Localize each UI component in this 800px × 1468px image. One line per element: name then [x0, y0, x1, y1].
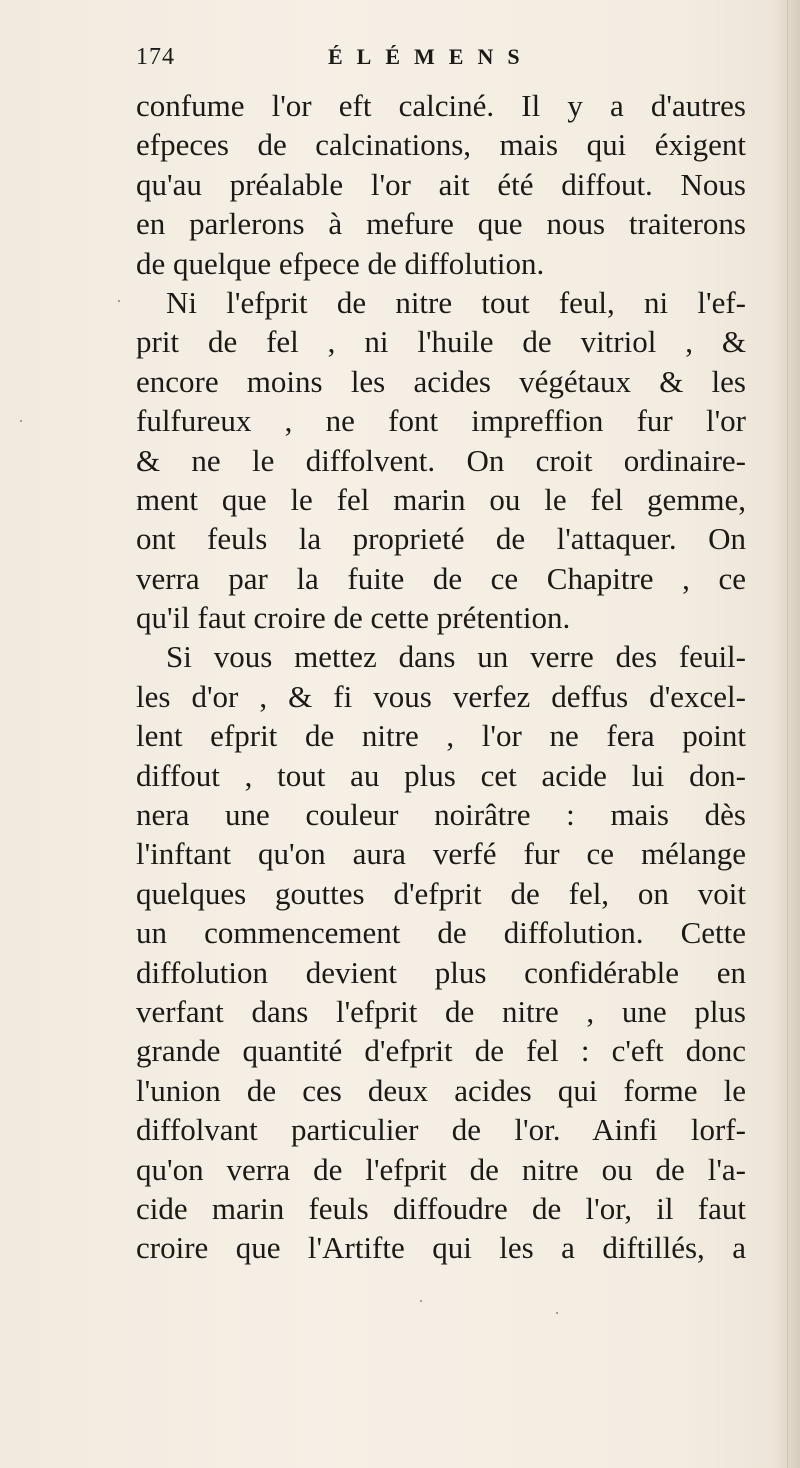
- text-line: diffout , tout au plus cet acide lui don-: [136, 757, 746, 793]
- body-text: [136, 86, 746, 1268]
- running-title: ÉLÉMENS: [328, 44, 534, 69]
- text-line: qu'au préalable l'or ait été diffout. Nous: [136, 166, 746, 202]
- page-edge-line: [787, 0, 788, 1468]
- text-line: verra par la fuite de ce Chapitre , ce: [136, 560, 746, 596]
- text-line: encore moins les acides végétaux & les: [136, 363, 746, 399]
- text-line: verfant dans l'efprit de nitre , une plus: [136, 993, 746, 1029]
- text-line: Ni l'efprit de nitre tout feul, ni l'ef-: [166, 284, 746, 320]
- text-line: quelques gouttes d'efprit de fel, on voit: [136, 875, 746, 911]
- text-line: lent efprit de nitre , l'or ne fera point: [136, 718, 746, 754]
- text-line: Si vous mettez dans un verre des feuil-: [166, 639, 746, 675]
- text-line: les d'or , & fi vous verfez deffus d'excel-: [136, 678, 746, 714]
- text-line: de quelque efpece de diffolution.: [136, 245, 545, 281]
- paper-speck: [118, 300, 120, 302]
- text-line: qu'il faut croire de cette prétention.: [136, 600, 571, 636]
- paper-speck: [420, 1300, 422, 1302]
- text-line: grande quantité d'efprit de fel : c'eft donc: [136, 1033, 746, 1069]
- text-line: confume l'or eft calciné. Il y a d'autres: [136, 88, 746, 123]
- text-line: fulfureux , ne font impreffion fur l'or: [136, 403, 746, 439]
- text-line: qu'on verra de l'efprit de nitre ou de l'a-: [136, 1151, 746, 1187]
- text-line: prit de fel , ni l'huile de vitriol , &: [136, 324, 746, 360]
- text-line: l'inftant qu'on aura verfé fur ce mélange: [136, 836, 746, 872]
- page-number: 174: [136, 44, 175, 70]
- text-line: ont feuls la proprieté de l'attaquer. On: [136, 521, 746, 557]
- text-line: diffolvant particulier de l'or. Ainfi lorf-: [136, 1112, 746, 1148]
- text-line: nera une couleur noirâtre : mais dès: [136, 797, 746, 833]
- text-line: cide marin feuls diffoudre de l'or, il faut: [136, 1190, 746, 1226]
- text-line: croire que l'Artifte qui les a diftillés, a: [136, 1230, 746, 1266]
- text-line: efpeces de calcinations, mais qui éxigent: [136, 127, 746, 163]
- text-line: en parlerons à mefure que nous traiterons: [136, 206, 746, 242]
- text-line: un commencement de diffolution. Cette: [136, 915, 746, 951]
- paper-speck: [20, 420, 22, 422]
- text-line: & ne le diffolvent. On croit ordinaire-: [136, 442, 746, 478]
- paper-speck: [556, 1312, 558, 1314]
- running-header: [136, 38, 736, 82]
- text-line: diffolution devient plus confidérable en: [136, 954, 746, 990]
- text-line: l'union de ces deux acides qui forme le: [136, 1072, 746, 1108]
- text-line: ment que le fel marin ou le fel gemme,: [136, 481, 746, 517]
